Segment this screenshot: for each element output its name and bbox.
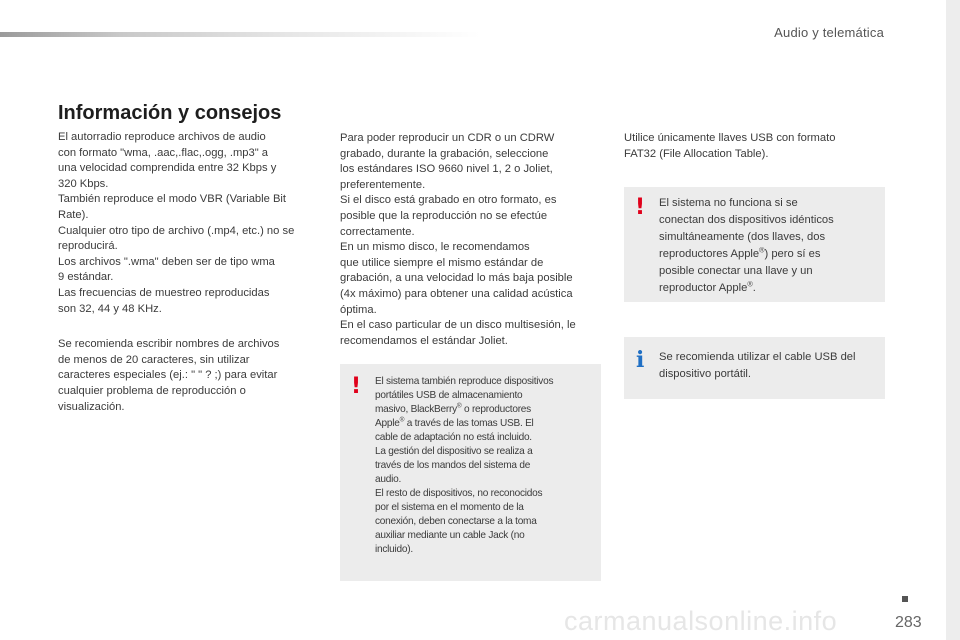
column-1 xyxy=(58,130,320,415)
usb-cable-info-text: Se recomienda utilizar el cable USB del dispositivo portátil. xyxy=(659,351,856,380)
cd-standards-paragraph: Para poder reproducir un CDR o un CDRW grabado, durante la grabación, seleccione los estándares ISO 9660 nivel 1, 2 o Joliet, preferentemente. Si el disco está grabado en otro formato, es posible que la reproducción no se efectúe correctamente. En un mismo disco, le recomendamos que utilice siempre el mismo estándar de grabación, a una velocidad lo más baja posible (4x máximo) para obtener una calidad acústica óptima. En el caso particular de un disco multisesión, le recomendamos el estándar Joliet. xyxy=(340,132,576,347)
identical-devices-warning-text: El sistema no funciona si se conectan dos dispositivos idénticos simultáneamente (dos llaves, dos reproductores Apple®) pero sí es posible conectar una llave y un reproductor Apple®. xyxy=(659,197,834,294)
warning-exclamation-icon: ! xyxy=(351,374,362,399)
audio-formats-paragraph: El autorradio reproduce archivos de audio con formato "wma, .aac,.flac,.ogg, .mp3" a una velocidad comprendida entre 32 Kbps y 320 Kbps. También reproduce el modo VBR (Variable Bit Rate). Cualquier otro tipo de archivo (.mp4, etc.) no se reproducirá. Los archivos ".wma" deben ser de tipo wma 9 estándar. Las frecuencias de muestreo reproducidas son 32, 44 y 48 KHz. xyxy=(58,131,295,315)
top-gradient-rule xyxy=(0,32,480,37)
page-number: 283 xyxy=(895,614,922,631)
usb-devices-warning-box xyxy=(340,364,601,581)
usb-format-paragraph: Utilice únicamente llaves USB con formato FAT32 (File Allocation Table). xyxy=(624,132,836,160)
section-title: Audio y telemática xyxy=(774,25,884,40)
right-margin-bar xyxy=(946,0,960,640)
page-heading: Información y consejos xyxy=(58,102,282,124)
info-icon: i xyxy=(636,347,645,373)
column-3 xyxy=(624,131,886,162)
watermark: carmanualsonline.info xyxy=(564,606,838,636)
end-of-section-mark xyxy=(902,596,908,602)
usb-devices-warning-text: El sistema también reproduce dispositivos portátiles USB de almacenamiento masivo, BlackBerry® o reproductores Apple® a través de las tomas USB. El cable de adaptación no está incluido. La gestión del dispositivo se realiza a través de los mandos del sistema de audio. El resto de dispositivos, no reconocidos por el sistema en el momento de la conexión, deben conectarse a la toma auxiliar mediante un cable Jack (no incluido). xyxy=(375,376,554,555)
usb-cable-info-box xyxy=(624,337,885,399)
file-names-paragraph: Se recomienda escribir nombres de archivos de menos de 20 caracteres, sin utilizar caracteres especiales (ej.: " " ? ;) para evitar cualquier problema de reproducción o visualización. xyxy=(58,338,280,413)
identical-devices-warning-box xyxy=(624,187,885,302)
column-2 xyxy=(340,131,604,349)
warning-exclamation-icon: ! xyxy=(635,195,646,220)
